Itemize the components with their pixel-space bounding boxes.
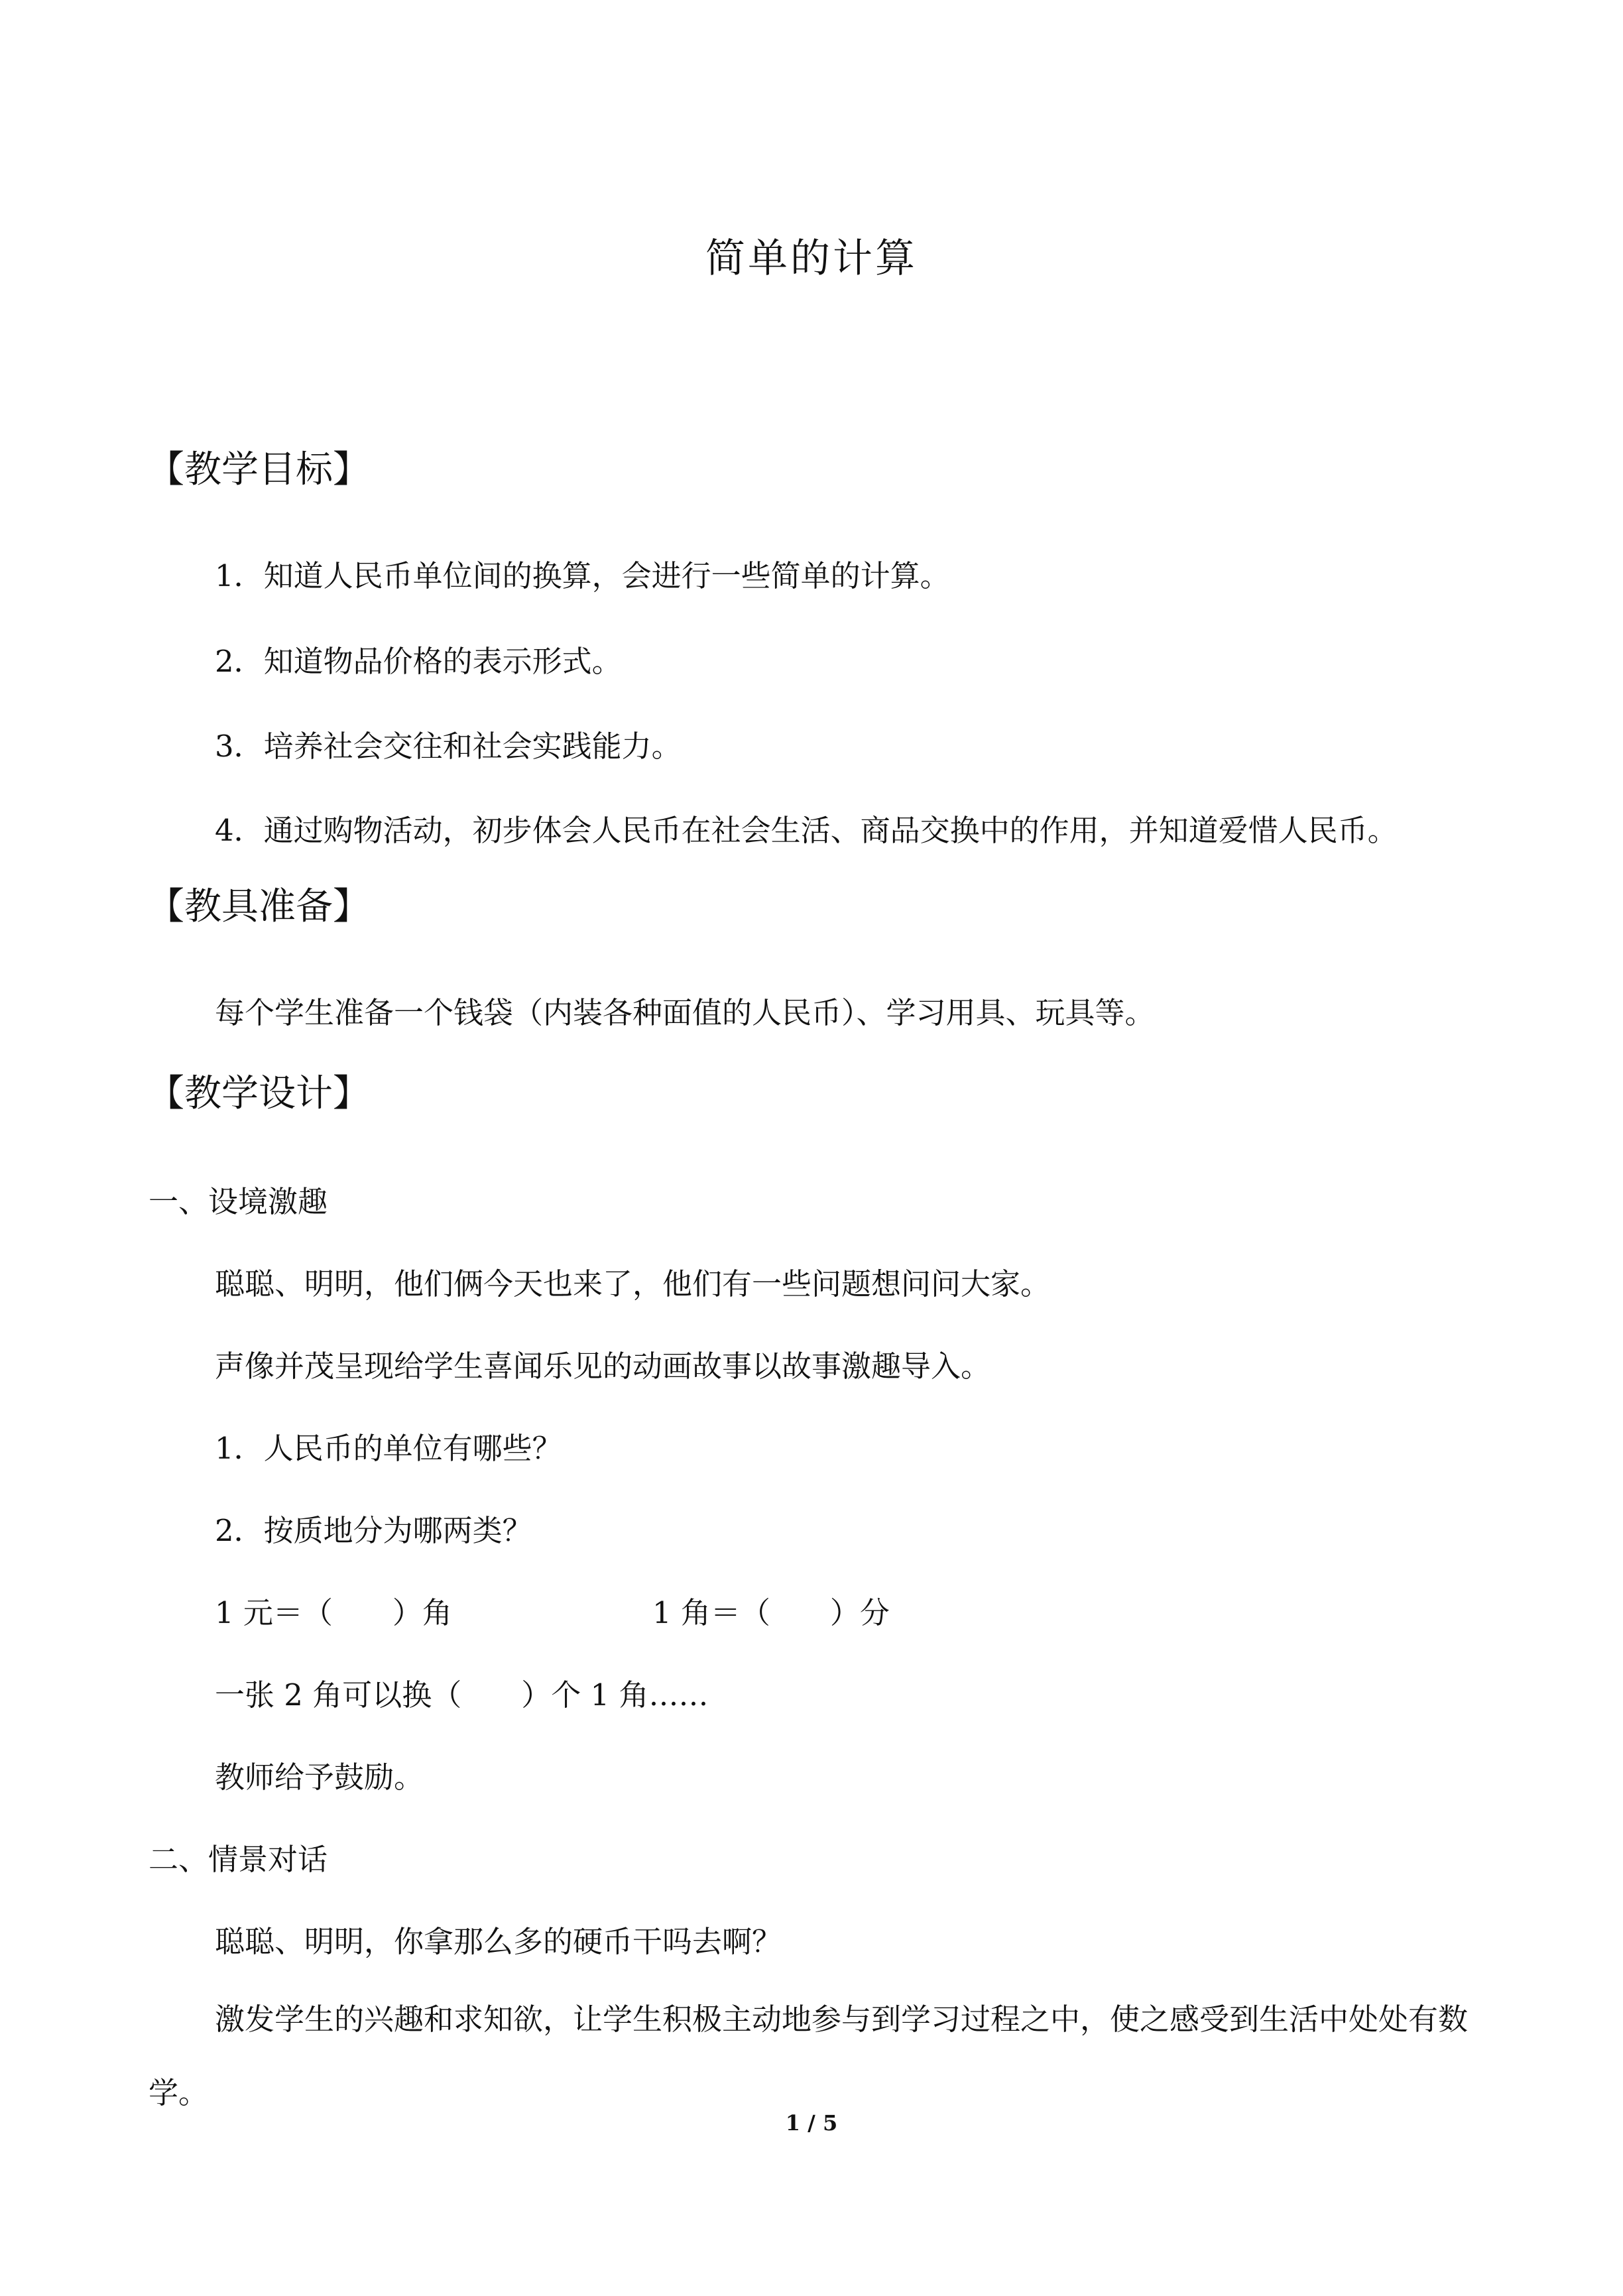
blank-exchange: 一张 2 角可以换（ ）个 1 角…… — [215, 1677, 709, 1713]
objective-item-2: 2．知道物品价格的表示形式。 — [215, 644, 622, 679]
page-number: 1 / 5 — [785, 2110, 838, 2136]
part1-closing: 教师给予鼓励。 — [215, 1760, 424, 1795]
part2-line-1: 聪聪、明明，你拿那么多的硬币干吗去啊？ — [215, 1924, 782, 1959]
heading-objectives: 【教学目标】 — [147, 448, 370, 491]
part2-line-2: 激发学生的兴趣和求知欲，让学生积极主动地参与到学习过程之中，使之感受到生活中处处有数学。 — [149, 2002, 1469, 2110]
part1-line-2: 声像并茂呈现给学生喜闻乐见的动画故事以故事激趣导入。 — [215, 1349, 991, 1384]
blank-jiao-fen: 1 角＝（ ）分 — [652, 1595, 890, 1630]
part1-line-1: 聪聪、明明，他们俩今天也来了，他们有一些问题想问问大家。 — [215, 1266, 1051, 1301]
heading-design: 【教学设计】 — [147, 1072, 370, 1115]
heading-materials: 【教具准备】 — [147, 885, 370, 928]
blank-yuan-jiao: 1 元＝（ ）角 — [215, 1595, 452, 1630]
objective-item-1: 1．知道人民币单位间的换算，会进行一些简单的计算。 — [215, 558, 950, 593]
part2-heading: 二、情景对话 — [149, 1842, 328, 1877]
materials-text: 每个学生准备一个钱袋（内装各种面值的人民币）、学习用具、玩具等。 — [215, 995, 1155, 1030]
part1-question-1: 1．人民币的单位有哪些？ — [215, 1431, 562, 1466]
part1-heading: 一、设境激趣 — [149, 1184, 328, 1219]
part1-question-2: 2．按质地分为哪两类？ — [215, 1513, 532, 1548]
objective-item-3: 3．培养社会交往和社会实践能力。 — [215, 729, 682, 764]
page-title: 简单的计算 — [705, 235, 918, 282]
objective-item-4: 4．通过购物活动，初步体会人民币在社会生活、商品交换中的作用，并知道爱惜人民币。 — [215, 813, 1398, 848]
